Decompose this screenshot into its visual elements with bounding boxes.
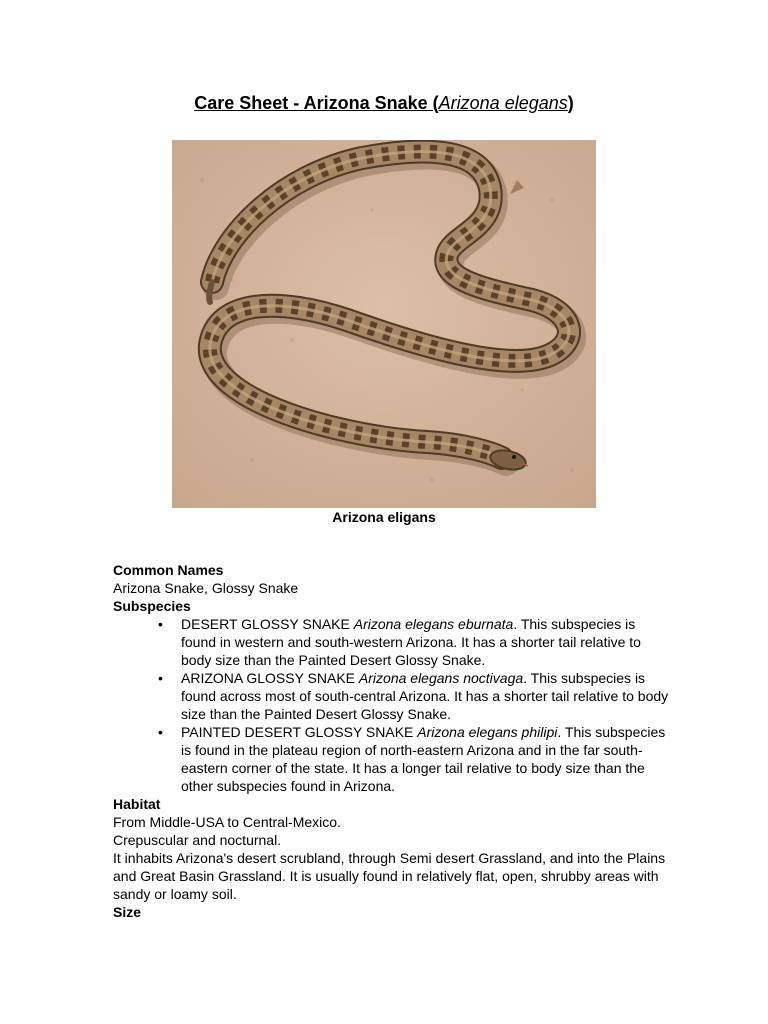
common-names-text: Arizona Snake, Glossy Snake — [113, 580, 299, 596]
subspecies-name: DESERT GLOSSY SNAKE — [181, 616, 354, 632]
heading-common-names: Common Names — [113, 562, 224, 578]
habitat-line: It inhabits Arizona's desert scrubland, through Semi desert Grassland, and into the Plains and Great Basin Grassland. It is usually found in relatively flat, open, shrubby areas with sandy or loamy soil. — [113, 850, 666, 902]
title-main: Care Sheet - Arizona Snake — [194, 93, 428, 113]
bullet-icon: • — [158, 670, 163, 686]
bullet-icon: • — [158, 616, 163, 632]
title-paren-open: ( — [427, 93, 439, 113]
subspecies-scientific-name: Arizona elegans noctivaga — [358, 670, 524, 686]
heading-subspecies: Subspecies — [113, 598, 191, 614]
heading-habitat: Habitat — [113, 796, 161, 812]
page-title — [0, 93, 768, 114]
subspecies-scientific-name: Arizona elegans philipi — [417, 724, 558, 740]
list-item — [113, 723, 673, 795]
habitat-line: From Middle-USA to Central-Mexico. — [113, 814, 341, 830]
subspecies-name: ARIZONA GLOSSY SNAKE — [181, 670, 359, 686]
heading-size: Size — [113, 904, 142, 920]
list-item — [113, 669, 673, 723]
subspecies-name: PAINTED DESERT GLOSSY SNAKE — [181, 724, 418, 740]
subspecies-description: . This subspecies is found across most of south-central Arizona. It has a shorter tail relative to body size than the Painted Desert Glossy Snake. — [181, 670, 669, 722]
bullet-icon: • — [158, 724, 163, 740]
title-paren-close: ) — [567, 93, 574, 113]
habitat-line: Crepuscular and nocturnal. — [113, 832, 282, 848]
subspecies-scientific-name: Arizona elegans eburnata — [353, 616, 514, 632]
snake-photo — [172, 140, 596, 508]
title-scientific-name: Arizona elegans — [438, 93, 568, 113]
list-item — [113, 615, 673, 669]
subspecies-description: . This subspecies is found in western and south-western Arizona. It has a shorter tail relative to body size than the Painted Desert Glossy Snake. — [181, 616, 641, 668]
subspecies-list — [113, 615, 673, 795]
care-sheet-body — [113, 561, 673, 921]
subspecies-description: . This subspecies is found in the plateau region of north-eastern Arizona and in the far south-eastern corner of the state. It has a longer tail relative to body size than the other subspecies found in Arizona. — [181, 724, 666, 794]
photo-caption: Arizona eligans — [332, 509, 436, 525]
